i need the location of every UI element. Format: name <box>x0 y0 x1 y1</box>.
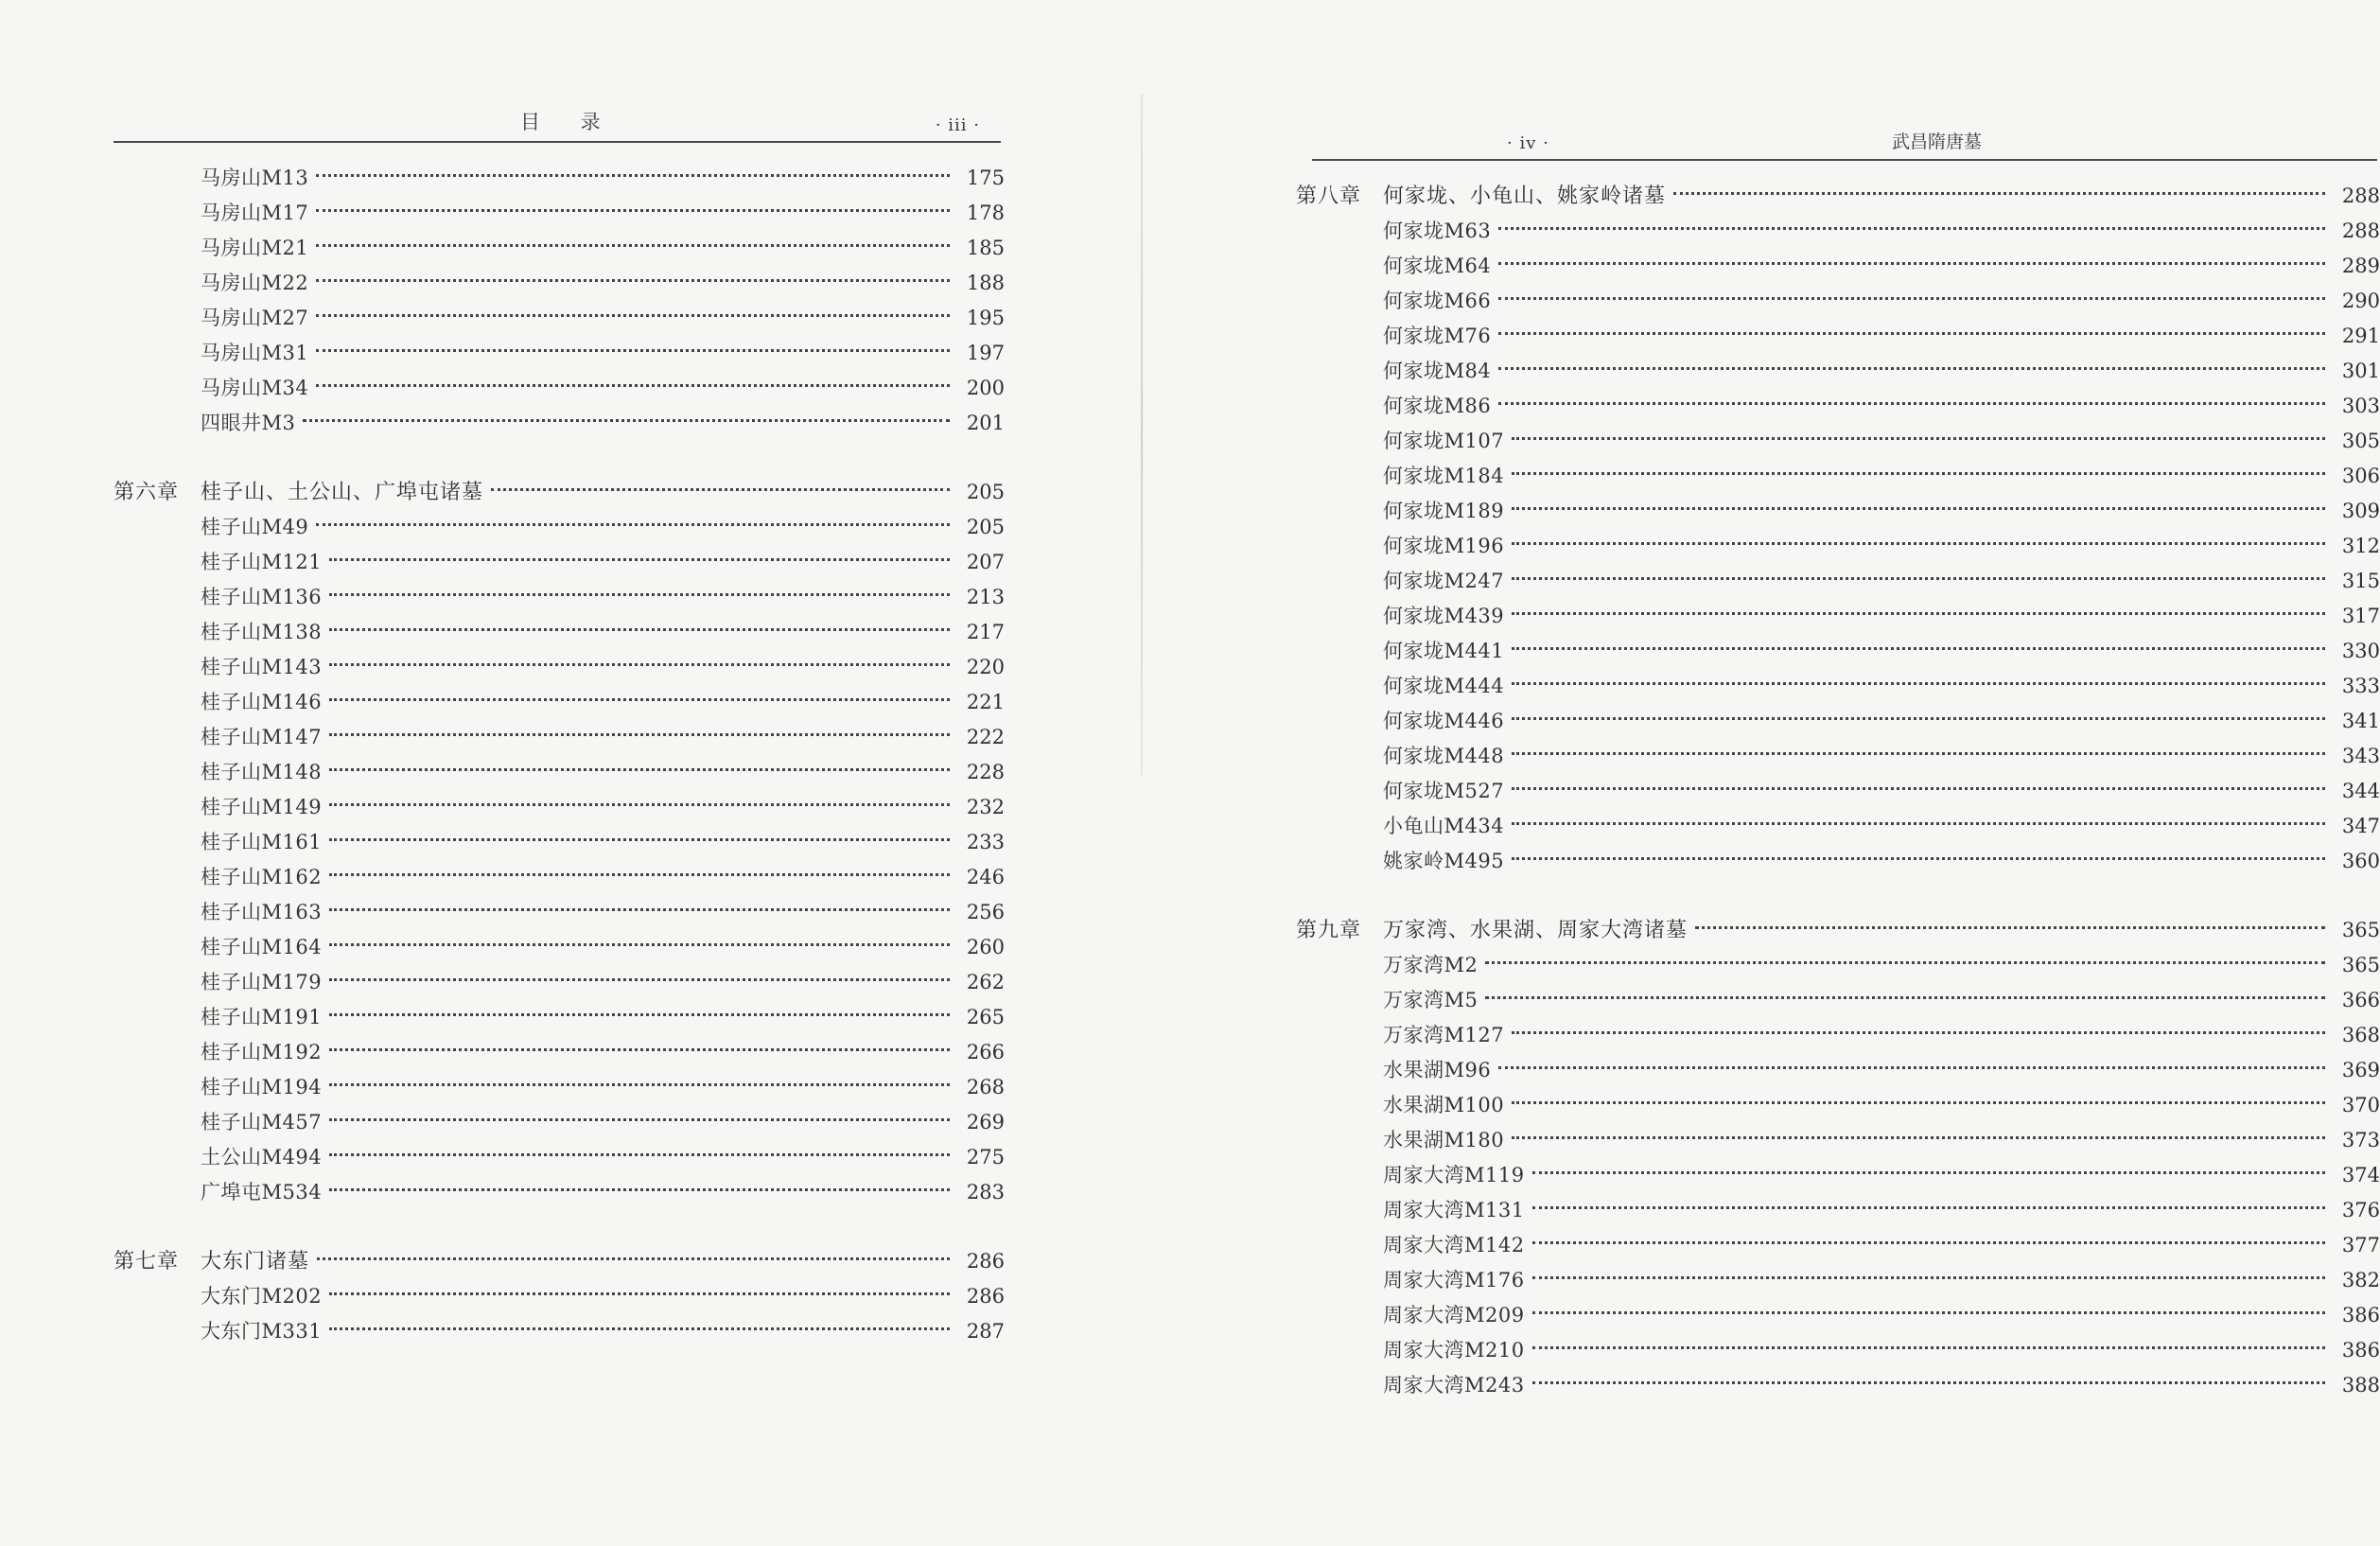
toc-page-number: 268 <box>966 1076 1005 1098</box>
toc-page-number: 366 <box>2341 989 2380 1011</box>
entry-title: 土公山M494 <box>201 1146 323 1168</box>
dot-leader <box>1512 682 2325 685</box>
entry-title: 大东门M202 <box>201 1285 323 1308</box>
toc-entry-row <box>1296 599 2380 634</box>
entry-title: 马房山M34 <box>201 377 309 399</box>
entry-title: 何家垅M247 <box>1383 570 1505 592</box>
dot-leader <box>1512 1136 2325 1139</box>
toc-page-number: 232 <box>966 796 1005 818</box>
entry-title: 广埠屯M534 <box>201 1181 323 1203</box>
entry-title: 姚家岭M495 <box>1383 850 1505 872</box>
entry-title: 桂子山M194 <box>201 1076 323 1098</box>
dot-leader <box>316 209 950 212</box>
dot-leader <box>1512 577 2325 580</box>
toc-page-number: 388 <box>2341 1374 2380 1397</box>
entry-title: 水果湖M100 <box>1383 1094 1505 1116</box>
toc-page-number: 222 <box>966 726 1005 748</box>
dot-leader <box>317 1257 950 1260</box>
dot-leader <box>316 314 950 317</box>
toc-entry-row <box>114 301 1005 336</box>
dot-leader <box>1498 332 2325 335</box>
toc-page-number: 306 <box>2341 465 2380 487</box>
toc-entry-row <box>1296 774 2380 809</box>
dot-leader <box>1673 192 2325 195</box>
dot-leader <box>316 174 950 177</box>
entry-title: 桂子山M162 <box>201 866 323 888</box>
dot-leader <box>329 1118 950 1121</box>
dot-leader <box>329 908 950 911</box>
entry-title: 周家大湾M243 <box>1383 1374 1525 1397</box>
toc-entry-row <box>114 755 1005 790</box>
toc-page-number: 188 <box>966 272 1005 294</box>
toc-page-number: 309 <box>2341 500 2380 522</box>
dot-leader <box>329 628 950 631</box>
toc-page-number: 377 <box>2341 1234 2380 1256</box>
toc-entry-row <box>1296 529 2380 564</box>
toc-entry-row <box>114 406 1005 441</box>
toc-page-number: 265 <box>966 1006 1005 1028</box>
toc-entry-row <box>1296 1158 2380 1193</box>
entry-title: 大东门M331 <box>201 1320 323 1343</box>
toc-page-number: 269 <box>966 1111 1005 1133</box>
table-of-contents <box>1296 179 2380 1403</box>
dot-leader <box>329 1292 950 1295</box>
toc-page-number: 369 <box>2341 1059 2380 1081</box>
toc-entry-row <box>1296 1193 2380 1228</box>
dot-leader <box>1485 961 2325 964</box>
toc-entry-row <box>114 196 1005 231</box>
dot-leader <box>1512 717 2325 720</box>
toc-page-number: 205 <box>966 481 1005 503</box>
toc-entry-row <box>1296 1123 2380 1158</box>
toc-page-number: 262 <box>966 971 1005 993</box>
toc-page-number: 330 <box>2341 640 2380 662</box>
toc-page-number: 246 <box>966 866 1005 888</box>
dot-leader <box>1532 1206 2325 1209</box>
toc-entry-row <box>114 1175 1005 1210</box>
dot-leader <box>329 733 950 736</box>
entry-title: 何家垅M66 <box>1383 290 1492 312</box>
toc-page-number: 200 <box>966 377 1005 399</box>
toc-chapter-row <box>114 1244 1005 1279</box>
entry-title: 四眼井M3 <box>201 412 296 434</box>
dot-leader <box>329 1153 950 1156</box>
dot-leader <box>316 384 950 387</box>
toc-page-number: 266 <box>966 1041 1005 1063</box>
toc-page-number: 288 <box>2341 220 2380 242</box>
entry-title: 周家大湾M209 <box>1383 1304 1525 1326</box>
toc-entry-row <box>1296 983 2380 1018</box>
toc-entry-row <box>114 930 1005 965</box>
entry-title: 周家大湾M142 <box>1383 1234 1525 1256</box>
entry-title: 桂子山M121 <box>201 551 323 573</box>
toc-page-number: 291 <box>2341 325 2380 347</box>
dot-leader <box>329 803 950 806</box>
entry-title: 周家大湾M176 <box>1383 1269 1525 1291</box>
chapter-number: 第八章 <box>1296 184 1362 208</box>
entry-title: 桂子山M163 <box>201 901 323 923</box>
chapter-number: 第六章 <box>114 481 180 504</box>
toc-entry-row <box>1296 1263 2380 1298</box>
running-head <box>1312 114 2377 161</box>
toc-entry-row <box>1296 1368 2380 1403</box>
dot-leader <box>329 873 950 876</box>
toc-entry-row <box>1296 948 2380 983</box>
toc-page-number: 289 <box>2341 255 2380 277</box>
toc-entry-row <box>1296 214 2380 249</box>
toc-page-number: 374 <box>2341 1164 2380 1186</box>
dot-leader <box>329 663 950 666</box>
dot-leader <box>1512 612 2325 615</box>
toc-entry-row <box>1296 704 2380 739</box>
entry-title: 马房山M17 <box>201 202 309 224</box>
entry-title: 何家垅M196 <box>1383 535 1505 557</box>
toc-page-number: 290 <box>2341 290 2380 312</box>
toc-page-number: 315 <box>2341 570 2380 592</box>
entry-title: 周家大湾M119 <box>1383 1164 1525 1186</box>
toc-entry-row <box>1296 634 2380 669</box>
toc-entry-row <box>114 1035 1005 1070</box>
toc-entry-row <box>1296 1298 2380 1333</box>
dot-leader <box>1512 787 2325 790</box>
toc-entry-row <box>1296 494 2380 529</box>
toc-entry-row <box>114 825 1005 860</box>
dot-leader <box>1512 472 2325 475</box>
toc-page-number: 312 <box>2341 535 2380 557</box>
dot-leader <box>1532 1311 2325 1314</box>
entry-title: 马房山M21 <box>201 237 309 259</box>
entry-title: 水果湖M96 <box>1383 1059 1492 1081</box>
toc-page-number: 217 <box>966 621 1005 643</box>
page-number: · iii · <box>935 115 980 135</box>
running-head <box>114 96 1001 143</box>
entry-title: 周家大湾M210 <box>1383 1339 1525 1362</box>
toc-entry-row <box>114 580 1005 615</box>
dot-leader <box>329 1048 950 1051</box>
toc-page-number: 220 <box>966 656 1005 678</box>
chapter-number: 第九章 <box>1296 919 1362 942</box>
toc-entry-row <box>114 685 1005 720</box>
toc-entry-row <box>114 266 1005 301</box>
dot-leader <box>1512 752 2325 755</box>
toc-page-number: 185 <box>966 237 1005 259</box>
dot-leader <box>1485 996 2325 999</box>
toc-page-number: 376 <box>2341 1199 2380 1221</box>
toc-page-number: 386 <box>2341 1339 2380 1362</box>
toc-page-number: 360 <box>2341 850 2380 872</box>
dot-leader <box>329 978 950 981</box>
toc-entry-row <box>114 336 1005 371</box>
entry-title: 桂子山M457 <box>201 1111 323 1133</box>
toc-entry-row <box>1296 1228 2380 1263</box>
entry-title: 万家湾M5 <box>1383 989 1479 1011</box>
toc-entry-row <box>1296 844 2380 879</box>
toc-page-number: 286 <box>966 1285 1005 1308</box>
left-page <box>0 0 1135 1546</box>
dot-leader <box>1695 926 2325 929</box>
toc-entry-row <box>114 615 1005 650</box>
dot-leader <box>329 698 950 701</box>
entry-title: 桂子山M192 <box>201 1041 323 1063</box>
entry-title: 何家垅M448 <box>1383 745 1505 767</box>
dot-leader <box>316 244 950 247</box>
entry-title: 何家垅M76 <box>1383 325 1492 347</box>
dot-leader <box>1498 367 2325 370</box>
entry-title: 何家垅M444 <box>1383 675 1505 697</box>
entry-title: 何家垅M441 <box>1383 640 1505 662</box>
toc-entry-row <box>114 231 1005 266</box>
toc-page-number: 341 <box>2341 710 2380 732</box>
toc-entry-row <box>1296 739 2380 774</box>
toc-entry-row <box>1296 1333 2380 1368</box>
toc-page-number: 365 <box>2341 954 2380 976</box>
entry-title: 何家垅M184 <box>1383 465 1505 487</box>
toc-page-number: 368 <box>2341 1024 2380 1046</box>
toc-page-number: 287 <box>966 1320 1005 1343</box>
toc-entry-row <box>114 650 1005 685</box>
toc-page-number: 178 <box>966 202 1005 224</box>
entry-title: 桂子山M49 <box>201 516 309 538</box>
entry-title: 何家垅M63 <box>1383 220 1492 242</box>
toc-page-number: 197 <box>966 342 1005 364</box>
entry-title: 桂子山M147 <box>201 726 323 748</box>
toc-entry-row <box>114 371 1005 406</box>
dot-leader <box>1512 822 2325 825</box>
toc-page-number: 260 <box>966 936 1005 958</box>
toc-chapter-row <box>1296 179 2380 214</box>
dot-leader <box>1512 437 2325 440</box>
toc-page-number: 221 <box>966 691 1005 713</box>
chapter-number: 第七章 <box>114 1250 180 1274</box>
toc-entry-row <box>114 895 1005 930</box>
toc-page-number: 195 <box>966 307 1005 329</box>
toc-entry-row <box>114 1000 1005 1035</box>
dot-leader <box>1512 1031 2325 1034</box>
entry-title: 周家大湾M131 <box>1383 1199 1525 1221</box>
toc-entry-row <box>1296 389 2380 424</box>
entry-title: 马房山M27 <box>201 307 309 329</box>
toc-page-number: 386 <box>2341 1304 2380 1326</box>
dot-leader <box>1512 647 2325 650</box>
toc-chapter-row <box>1296 913 2380 948</box>
toc-entry-row <box>1296 809 2380 844</box>
toc-page-number: 228 <box>966 761 1005 783</box>
entry-title: 小龟山M434 <box>1383 815 1505 837</box>
toc-entry-row <box>1296 424 2380 459</box>
toc-page-number: 205 <box>966 516 1005 538</box>
dot-leader <box>1532 1241 2325 1244</box>
toc-entry-row <box>114 1105 1005 1140</box>
toc-entry-row <box>114 1314 1005 1349</box>
dot-leader <box>329 1188 950 1191</box>
running-head-title: 武昌隋唐墓 <box>1892 132 1983 152</box>
toc-page-number: 382 <box>2341 1269 2380 1291</box>
toc-page-number: 333 <box>2341 675 2380 697</box>
toc-page-number: 256 <box>966 901 1005 923</box>
dot-leader <box>1498 227 2325 230</box>
entry-title: 马房山M13 <box>201 167 309 189</box>
toc-page-number: 317 <box>2341 605 2380 627</box>
toc-entry-row <box>1296 669 2380 704</box>
dot-leader <box>1498 1066 2325 1069</box>
toc-page-number: 207 <box>966 551 1005 573</box>
toc-entry-row <box>114 545 1005 580</box>
chapter-title: 万家湾、水果湖、周家大湾诸墓 <box>1383 919 1689 942</box>
entry-title: 万家湾M2 <box>1383 954 1479 976</box>
entry-title: 马房山M22 <box>201 272 309 294</box>
entry-title: 马房山M31 <box>201 342 309 364</box>
page-number: · iv · <box>1507 133 1549 153</box>
toc-entry-row <box>1296 1053 2380 1088</box>
entry-title: 何家垅M107 <box>1383 430 1505 452</box>
entry-title: 何家垅M446 <box>1383 710 1505 732</box>
toc-entry-row <box>114 965 1005 1000</box>
toc-entry-row <box>114 1070 1005 1105</box>
entry-title: 何家垅M189 <box>1383 500 1505 522</box>
chapter-title: 大东门诸墓 <box>201 1250 310 1274</box>
toc-entry-row <box>114 720 1005 755</box>
toc-page-number: 373 <box>2341 1129 2380 1151</box>
chapter-title: 桂子山、土公山、广埠屯诸墓 <box>201 481 484 504</box>
entry-title: 桂子山M146 <box>201 691 323 713</box>
dot-leader <box>1498 297 2325 300</box>
dot-leader <box>1512 542 2325 545</box>
running-head-title: 目 录 <box>520 111 618 133</box>
entry-title: 桂子山M179 <box>201 971 323 993</box>
dot-leader <box>329 768 950 771</box>
toc-page-number: 275 <box>966 1146 1005 1168</box>
entry-title: 桂子山M161 <box>201 831 323 853</box>
entry-title: 何家垅M527 <box>1383 780 1505 802</box>
toc-entry-row <box>1296 284 2380 319</box>
entry-title: 万家湾M127 <box>1383 1024 1505 1046</box>
dot-leader <box>491 488 950 491</box>
dot-leader <box>329 593 950 596</box>
dot-leader <box>329 838 950 841</box>
toc-page-number: 213 <box>966 586 1005 608</box>
dot-leader <box>316 349 950 352</box>
dot-leader <box>1498 402 2325 405</box>
toc-page-number: 283 <box>966 1181 1005 1203</box>
toc-entry-row <box>114 790 1005 825</box>
dot-leader <box>1498 262 2325 265</box>
dot-leader <box>1512 857 2325 860</box>
toc-entry-row <box>1296 459 2380 494</box>
entry-title: 何家垅M84 <box>1383 360 1492 382</box>
dot-leader <box>1512 1101 2325 1104</box>
toc-entry-row <box>114 1279 1005 1314</box>
dot-leader <box>1532 1276 2325 1279</box>
dot-leader <box>1532 1381 2325 1384</box>
chapter-title: 何家垅、小龟山、姚家岭诸墓 <box>1383 184 1667 208</box>
toc-page-number: 233 <box>966 831 1005 853</box>
toc-chapter-row <box>114 475 1005 510</box>
toc-page-number: 303 <box>2341 395 2380 417</box>
toc-entry-row <box>1296 354 2380 389</box>
toc-entry-row <box>1296 1018 2380 1053</box>
toc-page-number: 301 <box>2341 360 2380 382</box>
toc-entry-row <box>114 510 1005 545</box>
entry-title: 桂子山M191 <box>201 1006 323 1028</box>
entry-title: 水果湖M180 <box>1383 1129 1505 1151</box>
toc-page-number: 344 <box>2341 780 2380 802</box>
dot-leader <box>329 1327 950 1330</box>
dot-leader <box>316 279 950 282</box>
toc-page-number: 365 <box>2341 919 2380 941</box>
dot-leader <box>316 523 950 526</box>
toc-page-number: 175 <box>966 167 1005 189</box>
toc-page-number: 286 <box>966 1250 1005 1273</box>
entry-title: 桂子山M143 <box>201 656 323 678</box>
toc-entry-row <box>1296 319 2380 354</box>
dot-leader <box>1532 1171 2325 1174</box>
table-of-contents <box>114 161 1005 1349</box>
toc-page-number: 288 <box>2341 184 2380 207</box>
toc-page-number: 305 <box>2341 430 2380 452</box>
right-page <box>1135 0 2380 1546</box>
toc-entry-row <box>1296 1088 2380 1123</box>
dot-leader <box>1532 1346 2325 1349</box>
dot-leader <box>329 558 950 561</box>
entry-title: 何家垅M64 <box>1383 255 1492 277</box>
toc-entry-row <box>1296 564 2380 599</box>
entry-title: 何家垅M439 <box>1383 605 1505 627</box>
dot-leader <box>329 1013 950 1016</box>
toc-page-number: 347 <box>2341 815 2380 837</box>
toc-entry-row <box>114 161 1005 196</box>
toc-page-number: 343 <box>2341 745 2380 767</box>
dot-leader <box>329 943 950 946</box>
toc-page-number: 370 <box>2341 1094 2380 1116</box>
toc-entry-row <box>114 1140 1005 1175</box>
entry-title: 桂子山M138 <box>201 621 323 643</box>
entry-title: 桂子山M149 <box>201 796 323 818</box>
entry-title: 桂子山M136 <box>201 586 323 608</box>
entry-title: 桂子山M164 <box>201 936 323 958</box>
dot-leader <box>1512 507 2325 510</box>
dot-leader <box>303 419 950 422</box>
entry-title: 桂子山M148 <box>201 761 323 783</box>
dot-leader <box>329 1083 950 1086</box>
toc-entry-row <box>114 860 1005 895</box>
entry-title: 何家垅M86 <box>1383 395 1492 417</box>
toc-entry-row <box>1296 249 2380 284</box>
toc-page-number: 201 <box>966 412 1005 434</box>
